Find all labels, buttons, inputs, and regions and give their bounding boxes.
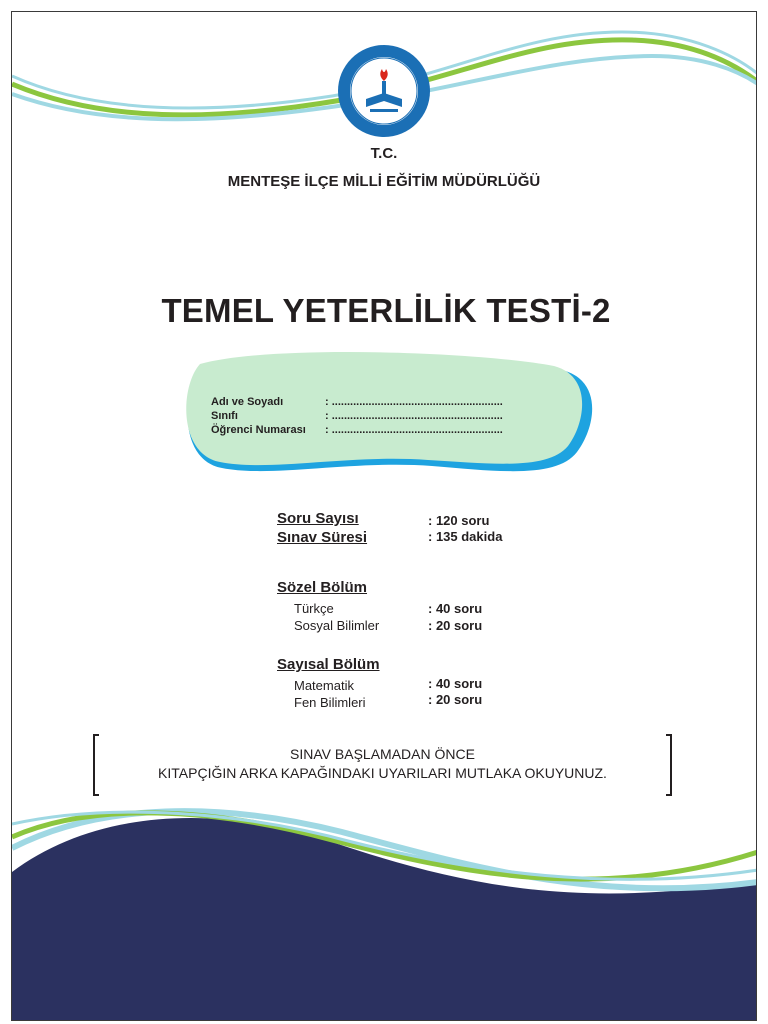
subject-turkish: Türkçe: [294, 601, 334, 616]
cover-page: [11, 11, 757, 1021]
ministry-logo: [336, 43, 432, 139]
republic-label: T.C.: [370, 145, 398, 162]
student-name-field[interactable]: [211, 396, 503, 408]
bottom-wave-decoration: [12, 12, 757, 1021]
duration-value: : 135 dakida: [428, 529, 503, 544]
subject-science: Fen Bilimleri: [294, 695, 366, 710]
subject-social-value: : 20 soru: [428, 618, 483, 633]
question-count-label: Soru Sayısı: [277, 510, 359, 527]
subject-math: Matematik: [294, 678, 354, 693]
subject-math-value: : 40 soru: [428, 676, 483, 691]
numeric-section-heading: Sayısal Bölüm: [277, 656, 380, 673]
subject-turkish-value: : 40 soru: [428, 601, 483, 616]
notice-line-2: KITAPÇIĞIN ARKA KAPAĞINDAKI UYARILARI MUTLAKA OKUYUNUZ.: [158, 765, 607, 781]
student-name-blank: : ........................................................: [325, 396, 503, 408]
class-blank: : ........................................................: [325, 410, 503, 422]
duration-label: Sınav Süresi: [277, 529, 368, 546]
page-title: TEMEL YETERLİLİK TESTİ-2: [161, 292, 611, 329]
question-count-value: : 120 soru: [428, 513, 490, 528]
class-field[interactable]: [211, 410, 503, 422]
student-number-field[interactable]: [211, 424, 503, 436]
subject-science-value: : 20 soru: [428, 692, 483, 707]
warning-notice: [93, 734, 672, 796]
student-number-label: Öğrenci Numarası: [211, 424, 306, 436]
notice-line-1: SINAV BAŞLAMADAN ÖNCE: [290, 746, 475, 762]
student-number-blank: : ........................................................: [325, 424, 503, 436]
class-label: Sınıfı: [211, 410, 238, 422]
subject-social: Sosyal Bilimler: [294, 618, 380, 633]
student-name-label: Adı ve Soyadı: [211, 396, 284, 408]
office-name: MENTEŞE İLÇE MİLLİ EĞİTİM MÜDÜRLÜĞÜ: [227, 173, 541, 190]
verbal-section-heading: Sözel Bölüm: [277, 579, 368, 596]
